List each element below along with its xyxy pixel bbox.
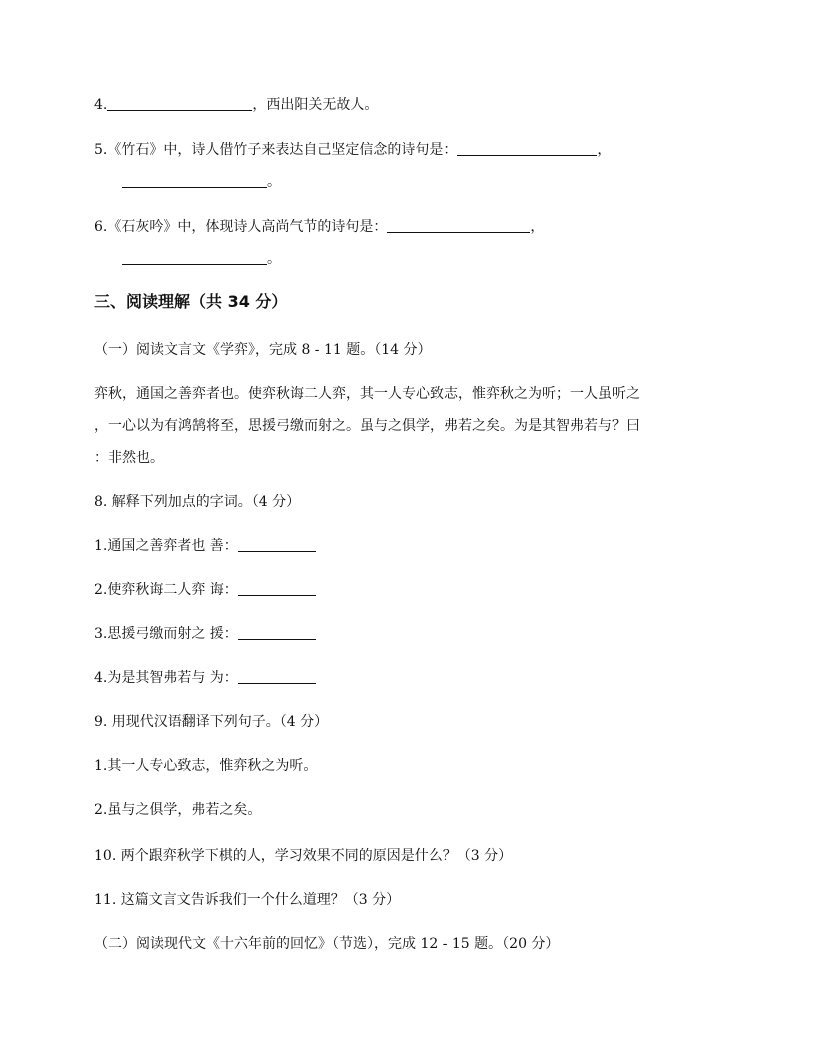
punctuation: 。 [267, 174, 281, 190]
question-11-title: 11. 这篇文言文告诉我们一个什么道理？（3 分） [94, 892, 401, 908]
answer-blank[interactable] [238, 537, 316, 552]
question-6-text: 6.《石灰吟》中，体现诗人高尚气节的诗句是： [94, 219, 388, 235]
question-8-item-text: 4.为是其智弗若与 为： [94, 670, 238, 686]
question-8-item [94, 624, 316, 644]
answer-blank[interactable] [107, 96, 252, 111]
question-8-item [94, 536, 316, 556]
answer-blank[interactable] [122, 173, 267, 188]
question-6 [94, 217, 544, 237]
answer-blank[interactable] [238, 625, 316, 640]
question-4 [94, 95, 378, 115]
answer-blank[interactable] [122, 250, 267, 265]
passage-line: ：非然也。 [94, 450, 164, 466]
passage-line: ，一心以为有鸿鹄将至，思援弓缴而射之。虽与之俱学，弗若之矣。为是其智弗若与？曰 [94, 418, 640, 434]
punctuation: 。 [267, 251, 281, 267]
punctuation: ， [530, 219, 545, 235]
question-8-item [94, 580, 316, 600]
answer-blank[interactable] [238, 669, 316, 684]
question-9-item: 2.虽与之俱学，弗若之矣。 [94, 802, 262, 818]
section-3-heading: 三、阅读理解（共 34 分） [94, 292, 288, 311]
answer-blank[interactable] [387, 218, 530, 233]
question-6-continued [122, 249, 281, 269]
question-5 [94, 140, 611, 160]
question-9-title: 9. 用现代汉语翻译下列句子。（4 分） [94, 714, 329, 730]
question-8-item-text: 3.思援弓缴而射之 援： [94, 626, 238, 642]
passage-line: 弈秋，通国之善弈者也。使弈秋诲二人弈，其一人专心致志，惟弈秋之为听；一人虽听之 [94, 386, 640, 402]
question-10-title: 10. 两个跟弈秋学下棋的人，学习效果不同的原因是什么？（3 分） [94, 848, 513, 864]
answer-blank[interactable] [238, 581, 316, 596]
question-5-continued [122, 172, 281, 192]
question-4-number: 4. [94, 97, 108, 113]
part-2-title: （二）阅读现代文《十六年前的回忆》（节选），完成 12 - 15 题。（20 分） [94, 936, 560, 952]
question-9-item: 1.其一人专心致志，惟弈秋之为听。 [94, 758, 318, 774]
question-8-item-text: 2.使弈秋诲二人弈 诲： [94, 582, 238, 598]
question-5-text: 5.《竹石》中，诗人借竹子来表达自己坚定信念的诗句是： [94, 142, 458, 158]
answer-blank[interactable] [457, 141, 597, 156]
question-8-item-text: 1.通国之善弈者也 善： [94, 538, 238, 554]
question-8-item [94, 668, 316, 688]
question-4-text: ，西出阳关无故人。 [252, 97, 379, 113]
part-1-title: （一）阅读文言文《学弈》，完成 8 - 11 题。（14 分） [94, 342, 432, 358]
punctuation: ， [597, 142, 612, 158]
question-8-title: 8. 解释下列加点的字词。（4 分） [94, 494, 301, 510]
